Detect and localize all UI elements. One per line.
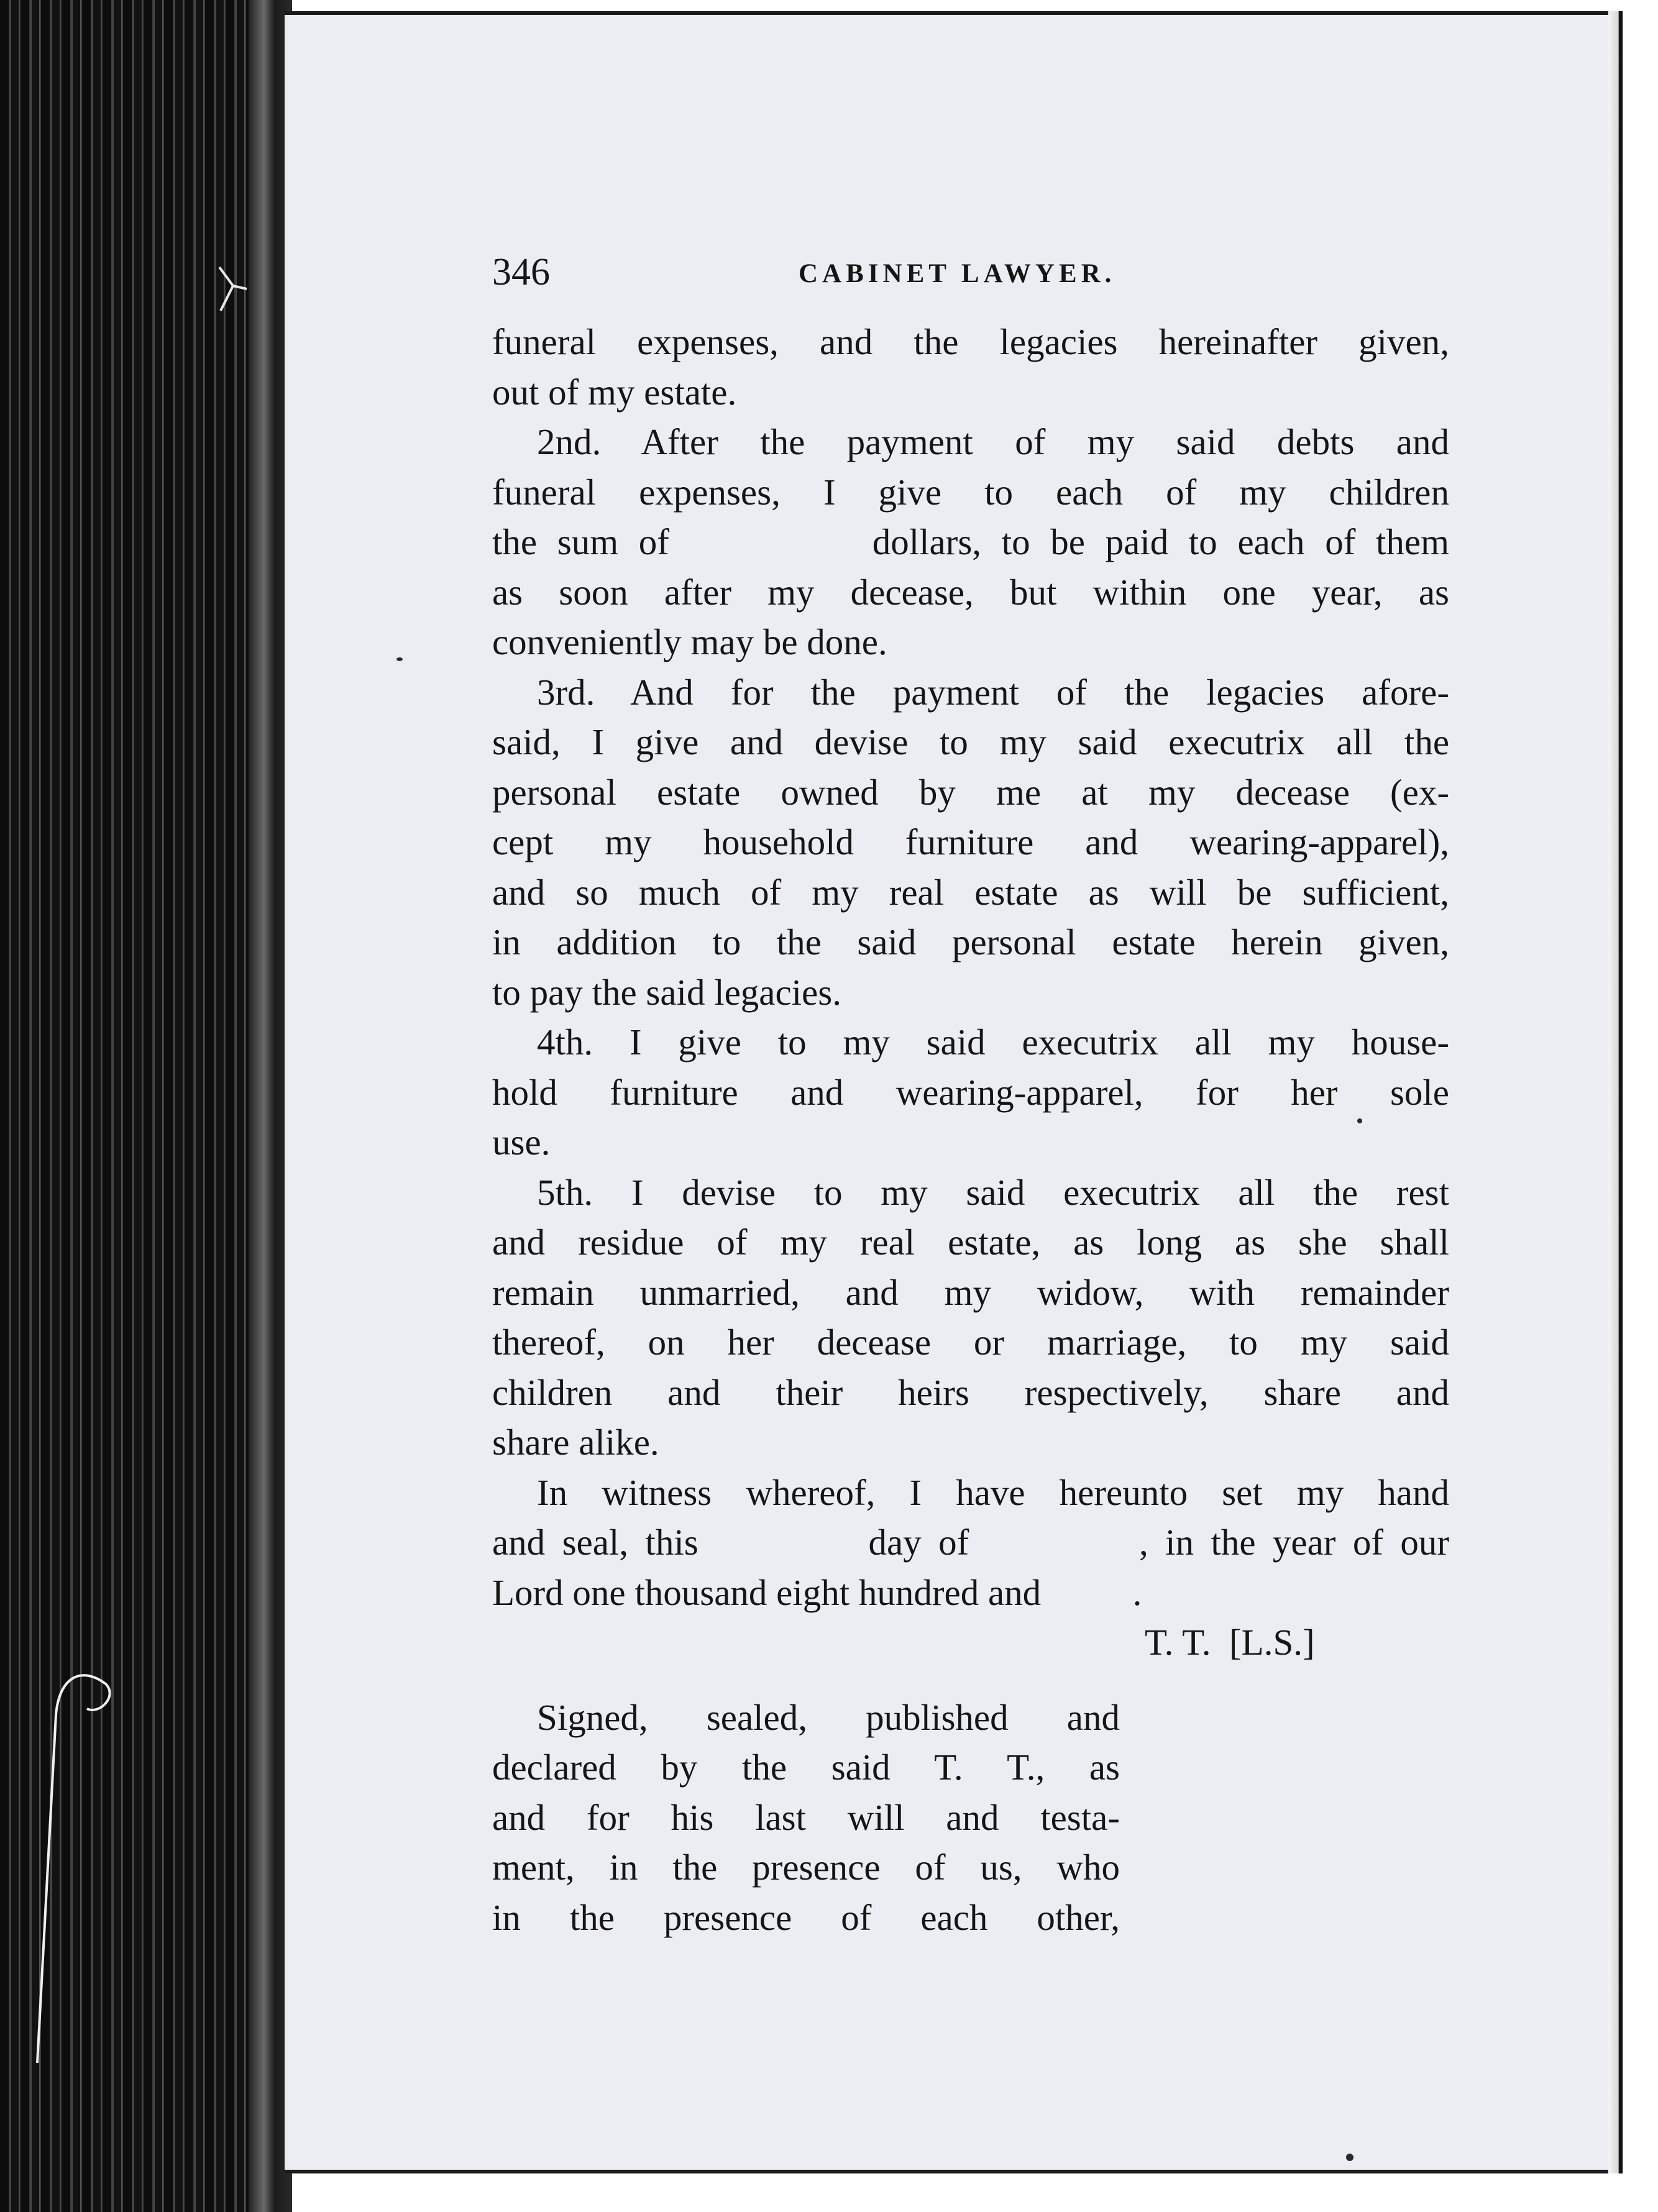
running-head (492, 247, 1170, 297)
ink-speck (396, 657, 403, 661)
text-line: as soon after my decease, but within one year, as (492, 571, 1449, 613)
running-title: CABINET LAWYER. (799, 259, 1116, 288)
text-line: Lord one thousand eight hundred and . (492, 1571, 1142, 1613)
pencil-tick-mark (214, 261, 252, 317)
pencil-margin-mark (25, 1640, 124, 2075)
ink-speck (1357, 1118, 1362, 1123)
text-line: share alike. (492, 1422, 659, 1463)
text-line: funeral expenses, and the legacies hereinafter given, (492, 321, 1449, 362)
text-line: said, I give and devise to my said executrix all the (492, 721, 1449, 762)
page-number: 346 (492, 251, 550, 293)
text-line: thereof, on her decease or marriage, to my said (492, 1322, 1449, 1363)
text-line: and residue of my real estate, as long as she shall (492, 1222, 1449, 1263)
text-line: 4th. I give to my said executrix all my house- (537, 1021, 1449, 1063)
attestation-line: declared by the said T. T., as (492, 1747, 1120, 1788)
attestation-line: ment, in the presence of us, who (492, 1847, 1120, 1888)
spacer (492, 1668, 1449, 1693)
text-line: funeral expenses, I give to each of my children (492, 471, 1449, 513)
attestation-line: Signed, sealed, published and (537, 1696, 1120, 1738)
ink-speck (1346, 2154, 1353, 2161)
text-line: remain unmarried, and my widow, with remainder (492, 1271, 1449, 1313)
text-line: 2nd. After the payment of my said debts and (537, 421, 1449, 462)
signature-line: T. T. [L.S.] (1145, 1622, 1315, 1663)
text-line: personal estate owned by me at my decease (ex- (492, 771, 1449, 813)
text-line: 3rd. And for the payment of the legacies afore- (537, 671, 1449, 713)
text-line: the sum of dollars, to be paid to each of them (492, 521, 1449, 562)
text-line: use. (492, 1122, 551, 1163)
text-line: In witness whereof, I have hereunto set my hand (537, 1471, 1449, 1513)
attestation-line: in the presence of each other, (492, 1896, 1120, 1938)
text-line: conveniently may be done. (492, 621, 887, 662)
text-line: to pay the said legacies. (492, 971, 841, 1013)
text-line: and so much of my real estate as will be sufficient, (492, 871, 1449, 913)
text-line: in addition to the said personal estate herein given, (492, 921, 1449, 962)
text-line: children and their heirs respectively, share and (492, 1371, 1449, 1413)
will-form-text (492, 317, 1449, 1942)
right-page-edge (1608, 11, 1658, 2173)
text-line: cept my household furniture and wearing-apparel), (492, 821, 1449, 862)
attestation-clause (492, 1693, 1120, 1943)
text-line: and seal, this day of , in the year of our (492, 1522, 1449, 1563)
attestation-line: and for his last will and testa- (492, 1796, 1120, 1838)
text-line: out of my estate. (492, 371, 737, 413)
text-line: hold furniture and wearing-apparel, for her sole (492, 1071, 1449, 1113)
text-line: 5th. I devise to my said executrix all the rest (537, 1171, 1449, 1213)
